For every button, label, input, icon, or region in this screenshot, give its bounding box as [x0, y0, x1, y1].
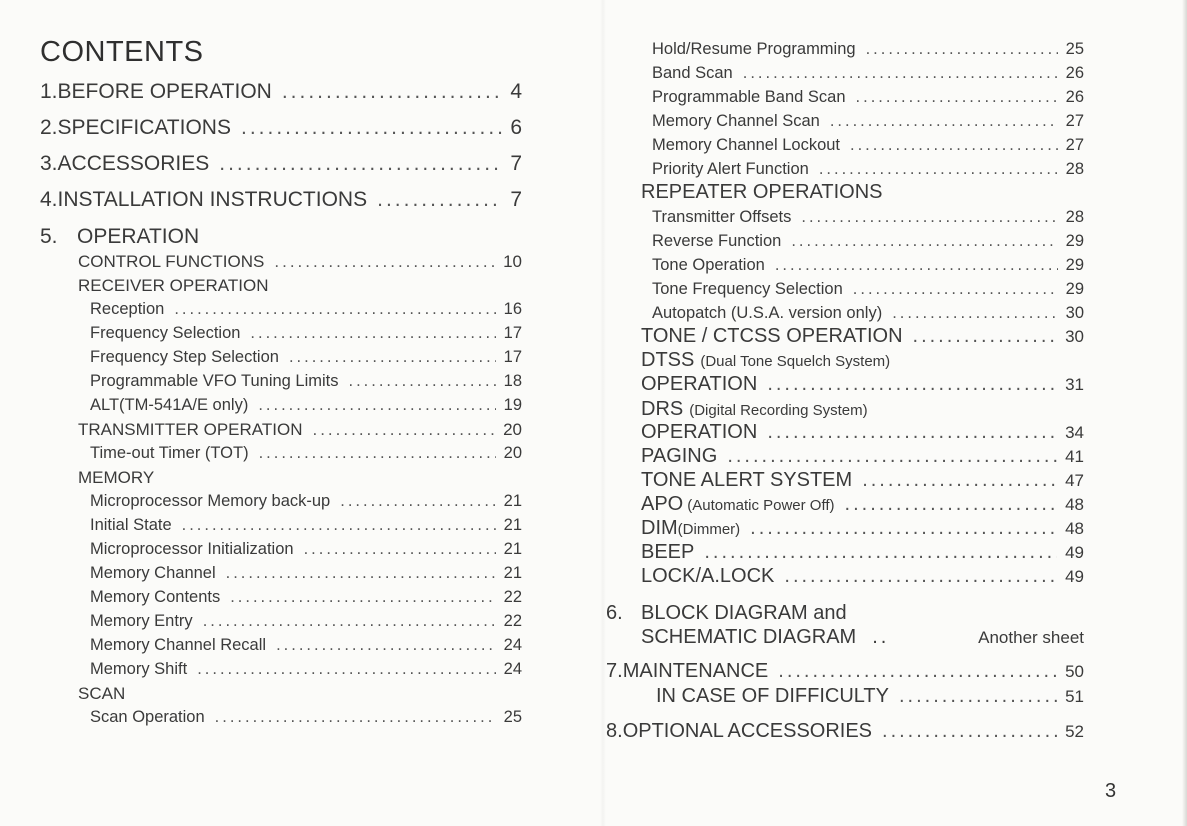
- toc-entry-dtss[interactable]: DTSS (Dual Tone Squelch System): [641, 349, 891, 371]
- toc-entry-memory[interactable]: MEMORY: [78, 468, 155, 487]
- toc-entry-memory-backup[interactable]: Microprocessor Memory back-up ..... 21: [90, 492, 522, 511]
- toc-entry-priority-alert[interactable]: Priority Alert Function ..... 28: [652, 160, 1084, 179]
- toc-entry-accessories[interactable]: 3. ACCESSORIES ..... 7: [40, 152, 522, 176]
- toc-entry-reverse-function[interactable]: Reverse Function ..... 29: [652, 232, 1084, 251]
- toc-entry-memory-shift[interactable]: Memory Shift ..... 24: [90, 660, 522, 679]
- toc-entry-micro-init[interactable]: Microprocessor Initialization ..... 21: [90, 540, 522, 559]
- toc-entry-maintenance[interactable]: 7. MAINTENANCE ..... 50: [606, 660, 1084, 683]
- toc-entry-before-operation[interactable]: 1. BEFORE OPERATION ..... 4: [40, 80, 522, 104]
- toc-entry-transmitter-operation[interactable]: TRANSMITTER OPERATION ..... 20: [78, 420, 522, 440]
- toc-entry-programmable-vfo[interactable]: Programmable VFO Tuning Limits ..... 18: [90, 372, 522, 391]
- toc-entry-memory-channel[interactable]: Memory Channel ..... 21: [90, 564, 522, 583]
- toc-entry-scan-operation[interactable]: Scan Operation ..... 25: [90, 708, 522, 727]
- toc-entry-installation[interactable]: 4. INSTALLATION INSTRUCTIONS ..... 7: [40, 188, 522, 212]
- toc-entry-hold-resume[interactable]: Hold/Resume Programming ..... 25: [652, 40, 1084, 59]
- toc-entry-memory-recall[interactable]: Memory Channel Recall ..... 24: [90, 636, 522, 655]
- toc-entry-apo[interactable]: APO (Automatic Power Off) ..... 48: [641, 493, 1084, 516]
- toc-entry-schematic-diagram[interactable]: SCHEMATIC DIAGRAM .. Another sheet: [641, 626, 1084, 648]
- toc-entry-initial-state[interactable]: Initial State ..... 21: [90, 516, 522, 535]
- toc-entry-memory-entry[interactable]: Memory Entry ..... 22: [90, 612, 522, 631]
- toc-entry-drs[interactable]: DRS (Digital Recording System): [641, 398, 868, 420]
- toc-entry-dim[interactable]: DIM (Dimmer) ..... 48: [641, 517, 1084, 540]
- toc-entry-tone-operation[interactable]: Tone Operation ..... 29: [652, 256, 1084, 275]
- toc-entry-repeater-operations[interactable]: REPEATER OPERATIONS: [641, 181, 883, 203]
- toc-entry-tone-alert[interactable]: TONE ALERT SYSTEM ..... 47: [641, 469, 1084, 492]
- toc-entry-block-diagram[interactable]: 6. BLOCK DIAGRAM and: [606, 602, 847, 624]
- toc-entry-reception[interactable]: Reception ..... 16: [90, 300, 522, 319]
- page-fold-shadow: [600, 0, 606, 826]
- page-number: 3: [1105, 780, 1117, 802]
- toc-entry-memory-contents[interactable]: Memory Contents ..... 22: [90, 588, 522, 607]
- toc-entry-lock[interactable]: LOCK/A.LOCK ..... 49: [641, 565, 1084, 588]
- toc-entry-specifications[interactable]: 2. SPECIFICATIONS ..... 6: [40, 116, 522, 140]
- toc-entry-mem-ch-scan[interactable]: Memory Channel Scan ..... 27: [652, 112, 1084, 131]
- toc-entry-mem-ch-lockout[interactable]: Memory Channel Lockout ..... 27: [652, 136, 1084, 155]
- toc-entry-band-scan[interactable]: Band Scan ..... 26: [652, 64, 1084, 83]
- toc-entry-prog-band-scan[interactable]: Programmable Band Scan ..... 26: [652, 88, 1084, 107]
- toc-entry-operation[interactable]: 5. OPERATION: [40, 225, 200, 248]
- toc-entry-paging[interactable]: PAGING ..... 41: [641, 445, 1084, 468]
- toc-entry-alt[interactable]: ALT(TM-541A/E only) ..... 19: [90, 396, 522, 415]
- toc-entry-autopatch[interactable]: Autopatch (U.S.A. version only) ..... 30: [652, 304, 1084, 323]
- toc-entry-scan[interactable]: SCAN: [78, 684, 126, 703]
- toc-entry-dtss-operation[interactable]: OPERATION ..... 31: [641, 373, 1084, 396]
- toc-entry-tone-ctcss[interactable]: TONE / CTCSS OPERATION ..... 30: [641, 325, 1084, 348]
- toc-entry-beep[interactable]: BEEP ..... 49: [641, 541, 1084, 564]
- toc-entry-transmitter-offsets[interactable]: Transmitter Offsets ..... 28: [652, 208, 1084, 227]
- page-edge: [1182, 0, 1187, 826]
- toc-entry-optional-accessories[interactable]: 8. OPTIONAL ACCESSORIES ..... 52: [606, 720, 1084, 743]
- toc-entry-control-functions[interactable]: CONTROL FUNCTIONS ..... 10: [78, 252, 522, 272]
- toc-entry-receiver-operation[interactable]: RECEIVER OPERATION: [78, 276, 269, 295]
- toc-entry-tot[interactable]: Time-out Timer (TOT) ..... 20: [90, 444, 522, 463]
- toc-entry-drs-operation[interactable]: OPERATION ..... 34: [641, 421, 1084, 444]
- toc-entry-frequency-selection[interactable]: Frequency Selection ..... 17: [90, 324, 522, 343]
- toc-entry-tone-freq-selection[interactable]: Tone Frequency Selection ..... 29: [652, 280, 1084, 299]
- page-title: CONTENTS: [40, 36, 204, 68]
- toc-entry-frequency-step[interactable]: Frequency Step Selection ..... 17: [90, 348, 522, 367]
- toc-entry-difficulty[interactable]: IN CASE OF DIFFICULTY ..... 51: [656, 685, 1084, 708]
